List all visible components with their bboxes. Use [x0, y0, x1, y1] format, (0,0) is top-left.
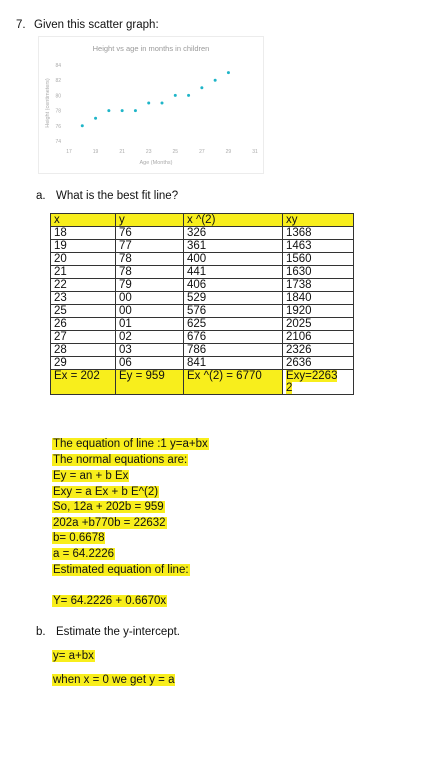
- chart-title: Height vs age in months in children: [92, 44, 210, 53]
- working-line: a = 64.2226: [53, 548, 115, 560]
- cell-y: 76: [116, 227, 184, 240]
- total-y: Ey = 959: [116, 370, 184, 395]
- working-line: Exy = a Ex + b E^(2): [53, 486, 159, 498]
- data-point: [134, 109, 137, 112]
- cell-xy: 2636: [283, 357, 354, 370]
- working-line: b= 0.6678: [53, 532, 105, 544]
- cell-y: 00: [116, 305, 184, 318]
- cell-xy: 1840: [283, 292, 354, 305]
- working-line: Ey = an + b Ex: [53, 470, 129, 482]
- scatter-chart: [38, 36, 264, 174]
- table-row: [51, 357, 354, 370]
- part-b-line: when x = 0 we get y = a: [53, 674, 175, 686]
- question-7: [16, 19, 159, 31]
- part-b-line: y= a+bx: [53, 650, 94, 662]
- y-tick-label: 80: [55, 93, 61, 100]
- working-line: Estimated equation of line:: [53, 564, 189, 576]
- total-xy-value: Exy=2263: [286, 370, 338, 382]
- y-tick-label: 78: [55, 108, 61, 115]
- cell-x-squared: 326: [184, 227, 283, 240]
- cell-x: 29: [51, 357, 116, 370]
- cell-xy: 1463: [283, 240, 354, 253]
- cell-y: 77: [116, 240, 184, 253]
- question-text: Given this scatter graph:: [34, 19, 159, 31]
- cell-y: 78: [116, 253, 184, 266]
- data-point: [187, 94, 190, 97]
- table-row: [51, 305, 354, 318]
- table-totals-row: [51, 370, 354, 395]
- total-xy: [283, 370, 354, 395]
- cell-xy: 2025: [283, 318, 354, 331]
- table-row: [51, 266, 354, 279]
- cell-x: 21: [51, 266, 116, 279]
- cell-y: 02: [116, 331, 184, 344]
- cell-x: 19: [51, 240, 116, 253]
- table-body: [51, 227, 354, 370]
- x-tick-label: 27: [199, 149, 205, 155]
- cell-x-squared: 441: [184, 266, 283, 279]
- data-point: [227, 71, 230, 74]
- part-a-text: What is the best fit line?: [56, 190, 179, 202]
- cell-x: 20: [51, 253, 116, 266]
- data-point: [94, 117, 97, 120]
- x-tick-label: 23: [145, 149, 152, 155]
- cell-y: 03: [116, 344, 184, 357]
- x-axis-label: Age (Months): [139, 160, 173, 166]
- data-point: [121, 109, 124, 112]
- total-x: Ex = 202: [51, 370, 116, 395]
- cell-x-squared: 676: [184, 331, 283, 344]
- data-point: [200, 86, 203, 89]
- y-tick-label: 82: [55, 78, 61, 85]
- header-x-squared: x ^(2): [184, 214, 283, 227]
- data-point: [147, 102, 150, 105]
- cell-x-squared: 576: [184, 305, 283, 318]
- x-tick-label: 19: [92, 149, 99, 155]
- table-row: [51, 253, 354, 266]
- data-point: [214, 79, 217, 82]
- total-xy-wrap: 2: [286, 382, 293, 394]
- data-point: [161, 102, 164, 105]
- cell-y: 00: [116, 292, 184, 305]
- cell-x-squared: 406: [184, 279, 283, 292]
- y-tick-label: 74: [55, 139, 61, 145]
- x-tick-label: 25: [172, 149, 179, 155]
- question-number: 7.: [16, 19, 26, 31]
- cell-x: 26: [51, 318, 116, 331]
- cell-xy: 1920: [283, 305, 354, 318]
- cell-x-squared: 841: [184, 357, 283, 370]
- cell-y: 78: [116, 266, 184, 279]
- table-row: [51, 227, 354, 240]
- x-tick-label: 21: [119, 149, 125, 155]
- table-row: [51, 331, 354, 344]
- y-tick-label: 84: [55, 63, 61, 69]
- data-point: [174, 94, 177, 97]
- cell-y: 01: [116, 318, 184, 331]
- table-row: [51, 292, 354, 305]
- table-row: [51, 344, 354, 357]
- cell-x-squared: 400: [184, 253, 283, 266]
- cell-xy: 1560: [283, 253, 354, 266]
- cell-y: 06: [116, 357, 184, 370]
- part-a-label: a.: [36, 190, 46, 202]
- table-row: [51, 240, 354, 253]
- y-tick-label: 76: [55, 123, 61, 130]
- cell-x: 23: [51, 292, 116, 305]
- cell-xy: 1738: [283, 279, 354, 292]
- cell-x: 22: [51, 279, 116, 292]
- data-point: [81, 124, 84, 127]
- cell-xy: 1630: [283, 266, 354, 279]
- x-tick-label: 17: [66, 149, 72, 155]
- cell-x-squared: 625: [184, 318, 283, 331]
- cell-x: 25: [51, 305, 116, 318]
- total-x-squared: Ex ^(2) = 6770: [184, 370, 283, 395]
- cell-x-squared: 786: [184, 344, 283, 357]
- data-point: [107, 109, 110, 112]
- table-header-row: [51, 214, 354, 227]
- cell-y: 79: [116, 279, 184, 292]
- header-y: y: [116, 214, 184, 227]
- working-line: So, 12a + 202b = 959: [53, 501, 164, 513]
- cell-xy: 1368: [283, 227, 354, 240]
- header-xy: xy: [283, 214, 354, 227]
- table-row: [51, 279, 354, 292]
- part-b: [36, 626, 180, 638]
- best-fit-result: Y= 64.2226 + 0.6670x: [53, 595, 167, 607]
- working-line: The normal equations are:: [53, 454, 188, 466]
- cell-x: 27: [51, 331, 116, 344]
- x-tick-label: 29: [225, 149, 232, 155]
- cell-x-squared: 361: [184, 240, 283, 253]
- cell-xy: 2106: [283, 331, 354, 344]
- x-tick-label: 31: [252, 149, 258, 155]
- cell-x: 28: [51, 344, 116, 357]
- y-axis-label: Height (centimeters): [45, 78, 51, 128]
- part-b-text: Estimate the y-intercept.: [56, 626, 180, 638]
- working-line: 202a +b770b = 22632: [53, 517, 166, 529]
- cell-x: 18: [51, 227, 116, 240]
- table-row: [51, 318, 354, 331]
- working-line: The equation of line :1 y=a+bx: [53, 438, 208, 450]
- header-x: x: [51, 214, 116, 227]
- scatter-svg: [39, 37, 263, 173]
- cell-xy: 2326: [283, 344, 354, 357]
- cell-x-squared: 529: [184, 292, 283, 305]
- part-b-label: b.: [36, 626, 46, 638]
- part-a: [36, 190, 178, 202]
- data-table: [50, 213, 354, 395]
